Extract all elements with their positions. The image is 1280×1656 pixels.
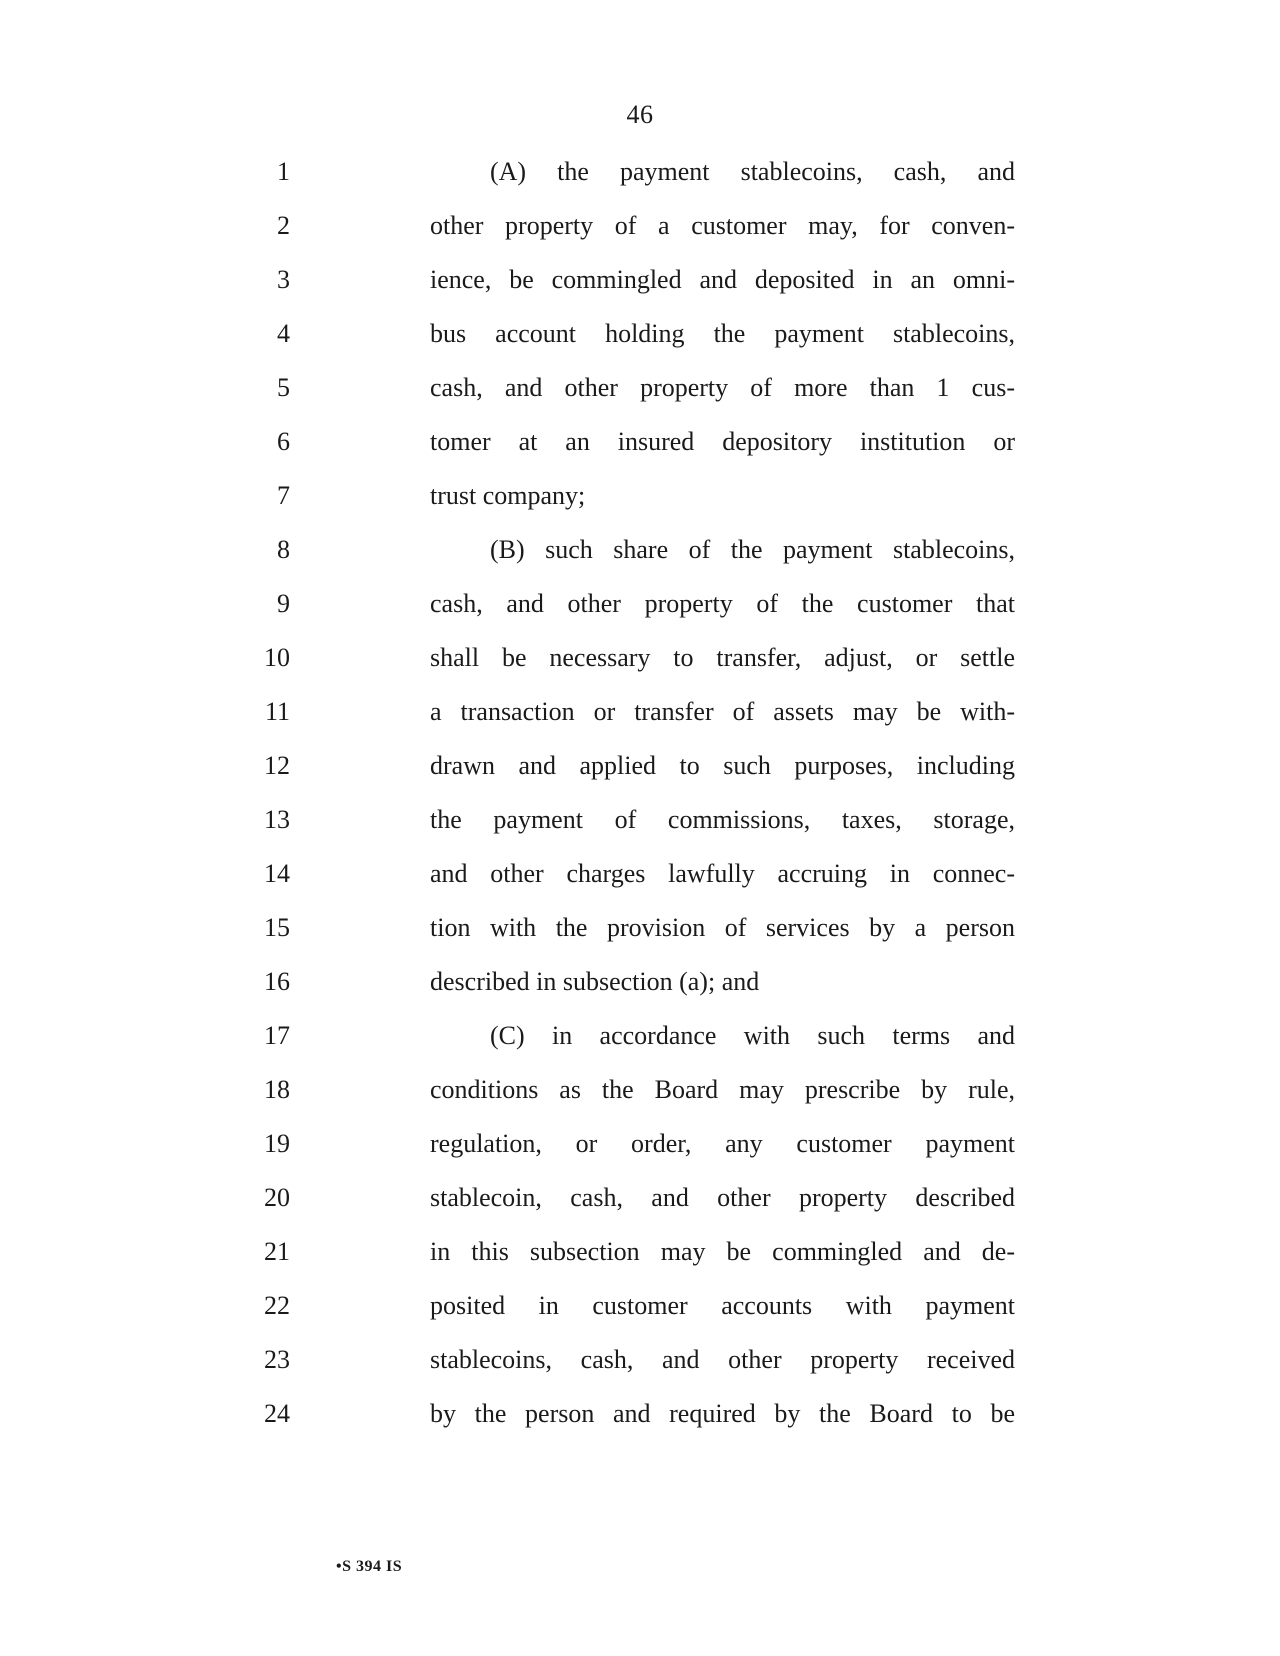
line-number: 11	[264, 697, 290, 726]
text-line	[0, 793, 1280, 847]
line-number: 23	[264, 1345, 290, 1374]
text-line	[0, 1333, 1280, 1387]
line-number: 16	[264, 967, 290, 996]
text-line	[0, 1063, 1280, 1117]
line-text: (A) the payment stablecoins, cash, and	[490, 157, 1015, 186]
line-number: 15	[264, 913, 290, 942]
line-number: 10	[264, 643, 290, 672]
line-number: 24	[264, 1399, 290, 1428]
line-text: described in subsection (a); and	[430, 967, 760, 996]
line-text: regulation, or order, any customer payment	[430, 1129, 1015, 1158]
line-number: 19	[264, 1129, 290, 1158]
line-number: 2	[277, 211, 290, 240]
line-number: 18	[264, 1075, 290, 1104]
line-text: posited in customer accounts with payment	[430, 1291, 1015, 1320]
line-text: bus account holding the payment stablecoins,	[430, 319, 1015, 348]
line-number: 17	[264, 1021, 290, 1050]
line-number: 20	[264, 1183, 290, 1212]
text-line	[0, 955, 1280, 1009]
line-text: cash, and other property of more than 1 cus-	[430, 373, 1015, 402]
line-text: shall be necessary to transfer, adjust, or settle	[430, 643, 1015, 672]
text-line	[0, 307, 1280, 361]
line-text: (B) such share of the payment stablecoins,	[490, 535, 1015, 564]
line-text: stablecoin, cash, and other property described	[430, 1183, 1015, 1212]
line-text: in this subsection may be commingled and de-	[430, 1237, 1015, 1266]
text-line	[0, 145, 1280, 199]
line-number: 7	[277, 481, 290, 510]
line-text: a transaction or transfer of assets may be with-	[430, 697, 1015, 726]
text-line	[0, 1117, 1280, 1171]
text-line	[0, 1279, 1280, 1333]
text-line	[0, 847, 1280, 901]
line-number: 21	[264, 1237, 290, 1266]
line-number: 14	[264, 859, 290, 888]
line-text: (C) in accordance with such terms and	[490, 1021, 1015, 1050]
text-line	[0, 253, 1280, 307]
line-number: 6	[277, 427, 290, 456]
line-number: 13	[264, 805, 290, 834]
text-line	[0, 631, 1280, 685]
text-line	[0, 1387, 1280, 1441]
line-number: 22	[264, 1291, 290, 1320]
text-line	[0, 685, 1280, 739]
text-line	[0, 1171, 1280, 1225]
text-line	[0, 199, 1280, 253]
line-text: stablecoins, cash, and other property received	[430, 1345, 1015, 1374]
text-line	[0, 415, 1280, 469]
text-line	[0, 577, 1280, 631]
text-line	[0, 1225, 1280, 1279]
page-number: 46	[626, 100, 654, 129]
line-number: 9	[277, 589, 290, 618]
line-text: other property of a customer may, for conven-	[430, 211, 1015, 240]
text-line	[0, 523, 1280, 577]
line-text: tomer at an insured depository institution or	[430, 427, 1015, 456]
line-text: tion with the provision of services by a person	[430, 913, 1015, 942]
line-number: 8	[277, 535, 290, 564]
text-line	[0, 1009, 1280, 1063]
text-line	[0, 361, 1280, 415]
line-text: drawn and applied to such purposes, including	[430, 751, 1015, 780]
text-line	[0, 901, 1280, 955]
line-number: 3	[277, 265, 290, 294]
line-text: cash, and other property of the customer that	[430, 589, 1015, 618]
bill-identifier-footer: •S 394 IS	[336, 1558, 403, 1575]
line-number: 12	[264, 751, 290, 780]
line-number: 5	[277, 373, 290, 402]
line-text: the payment of commissions, taxes, storage,	[430, 805, 1015, 834]
text-line	[0, 469, 1280, 523]
line-text: and other charges lawfully accruing in connec-	[430, 859, 1015, 888]
text-line	[0, 739, 1280, 793]
line-text: ience, be commingled and deposited in an omni-	[430, 265, 1015, 294]
line-number: 1	[277, 157, 290, 186]
line-text: conditions as the Board may prescribe by rule,	[430, 1075, 1015, 1104]
line-text: by the person and required by the Board to be	[430, 1399, 1015, 1428]
line-text: trust company;	[430, 481, 586, 510]
line-number: 4	[277, 319, 290, 348]
